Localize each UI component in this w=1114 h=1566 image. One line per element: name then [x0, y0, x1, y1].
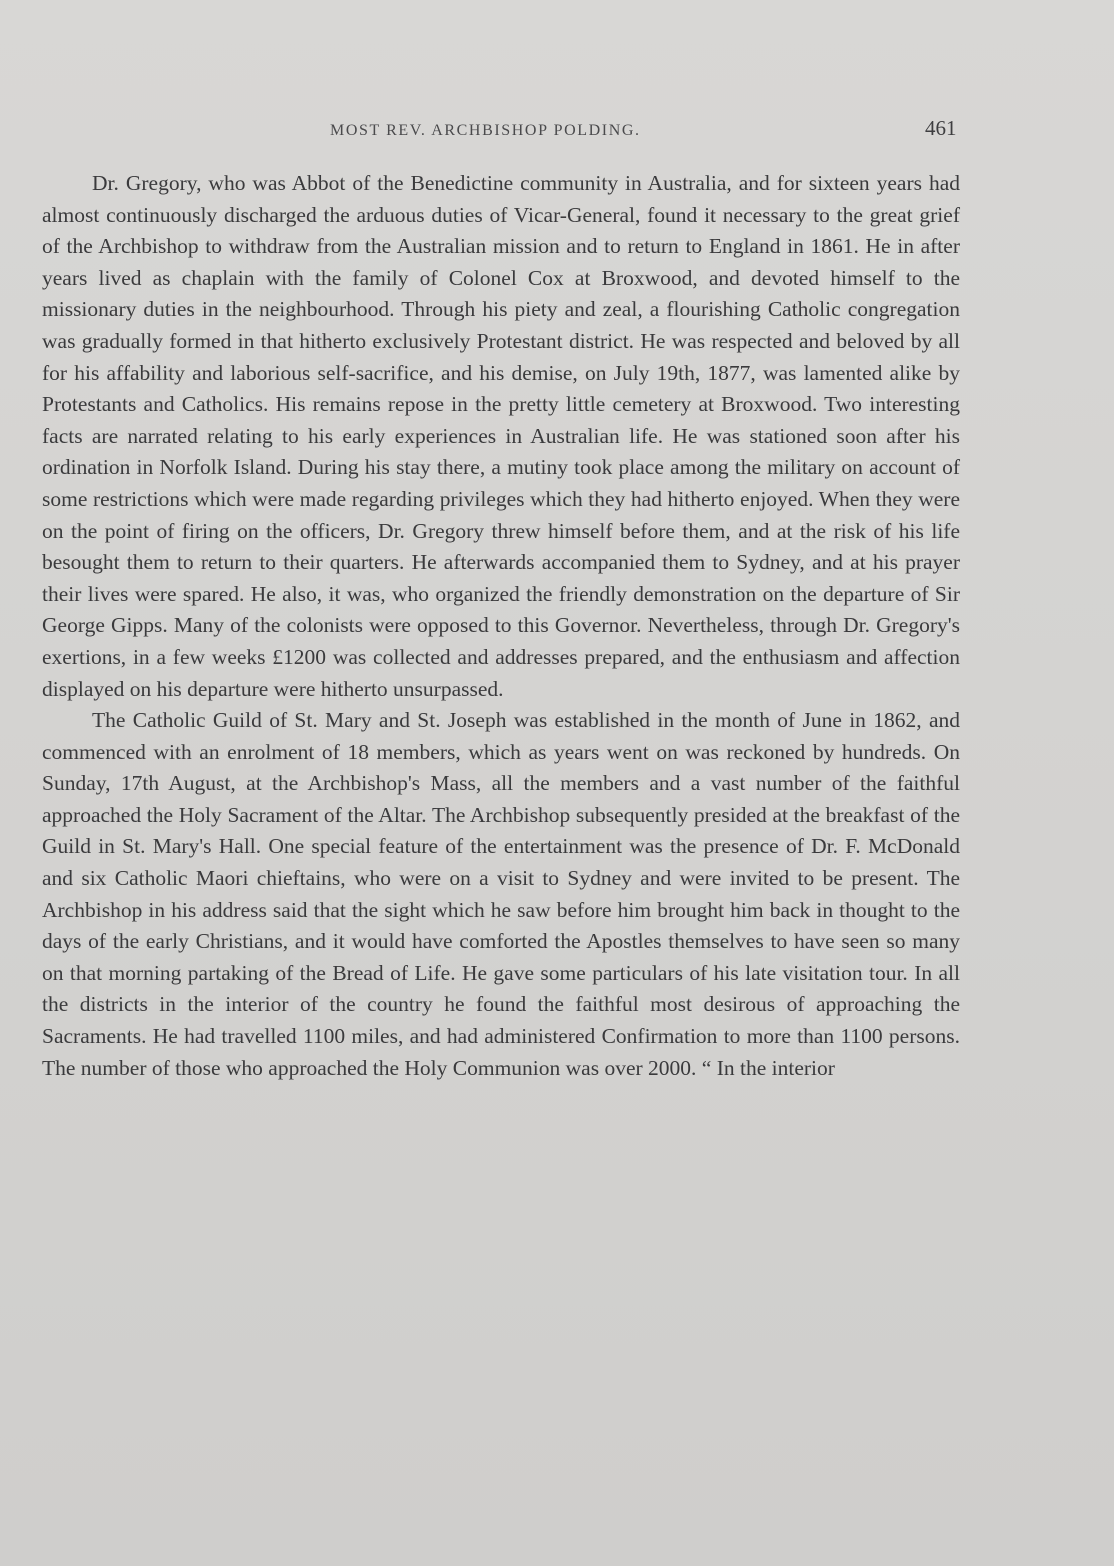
paragraph-gregory: Dr. Gregory, who was Abbot of the Benedictine community in Australia, and for sixteen years had almost continuously discharged the arduous duties of Vicar-General, found it necessary to the great grief of the Archbishop to withdraw from the Australian mission and to return to England in 1861. He in after years lived as chaplain with the family of Colonel Cox at Broxwood, and devoted himself to the missionary duties in the neighbourhood. Through his piety and zeal, a flourishing Catholic congregation was gradually formed in that hitherto exclusively Protestant district. He was respected and beloved by all for his affability and laborious self-sacrifice, and his demise, on July 19th, 1877, was lamented alike by Protestants and Catholics. His remains repose in the pretty little cemetery at Broxwood. Two interesting facts are narrated relating to his early experiences in Australian life. He was stationed soon after his ordination in Norfolk Island. During his stay there, a mutiny took place among the military on account of some restrictions which were made regarding privileges which they had hitherto enjoyed. When they were on the point of firing on the officers, Dr. Gregory threw himself before them, and at the risk of his life besought them to return to their quarters. He afterwards accompanied them to Sydney, and at his prayer their lives were spared. He also, it was, who organized the friendly demonstration on the departure of Sir George Gipps. Many of the colonists were opposed to this Governor. Nevertheless, through Dr. Gregory's exertions, in a few weeks £1200 was collected and addresses prepared, and the enthusiasm and affection displayed on his departure were hitherto unsurpassed.: [42, 171, 960, 701]
body-text: [42, 168, 960, 1084]
paragraph-catholic-guild: The Catholic Guild of St. Mary and St. Joseph was established in the month of June in 1862, and commenced with an enrolment of 18 members, which as years went on was reckoned by hundreds. On Sunday, 17th August, at the Archbishop's Mass, all the members and a vast number of the faithful approached the Holy Sacrament of the Altar. The Archbishop subsequently presided at the breakfast of the Guild in St. Mary's Hall. One special feature of the entertainment was the presence of Dr. F. McDonald and six Catholic Maori chieftains, who were on a visit to Sydney and were invited to be present. The Archbishop in his address said that the sight which he saw before him brought him back in thought to the days of the early Christians, and it would have comforted the Apostles themselves to have seen so many on that morning partaking of the Bread of Life. He gave some particulars of his late visitation tour. In all the districts in the interior of the country he found the faithful most desirous of approaching the Sacraments. He had travelled 1100 miles, and had administered Confirmation to more than 1100 persons. The number of those who approached the Holy Communion was over 2000. “ In the interior: [42, 708, 960, 1080]
page-number: 461: [925, 116, 957, 140]
running-title: MOST REV. ARCHBISHOP POLDING.: [330, 122, 641, 139]
